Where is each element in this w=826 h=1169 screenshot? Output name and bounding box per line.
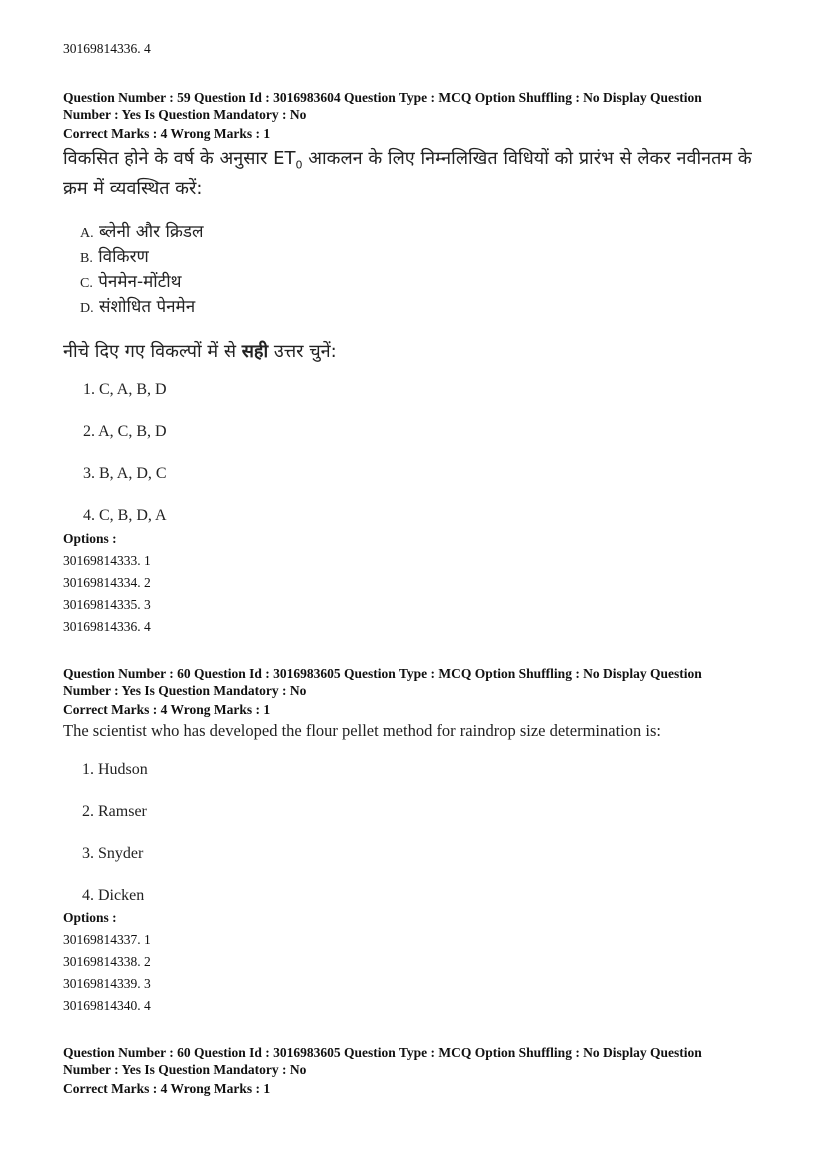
q59-marks: Correct Marks : 4 Wrong Marks : 1 xyxy=(63,126,271,141)
q60b-meta-line1: Question Number : 60 Question Id : 3016983605 Question Type : MCQ Option Shuffling : No Display Question xyxy=(63,1045,702,1060)
q59-option-id: 30169814334. 2 xyxy=(63,575,151,590)
q59-item-b xyxy=(80,244,149,267)
q60-choice-1: 1. Hudson xyxy=(82,761,148,778)
q60-option-id: 30169814340. 4 xyxy=(63,998,151,1013)
q59-item-a xyxy=(80,219,204,242)
q60b-marks: Correct Marks : 4 Wrong Marks : 1 xyxy=(63,1081,271,1096)
q59-option-id: 30169814333. 1 xyxy=(63,553,151,568)
q59-options-label: Options : xyxy=(63,531,117,546)
q59-item-text: पेनमेन-मोंटीथ xyxy=(98,272,182,292)
q60b-meta-line2: Number : Yes Is Question Mandatory : No xyxy=(63,1062,307,1077)
q59-item-letter: D. xyxy=(80,301,94,316)
q59-stem-part1: विकसित होने के वर्ष के अनुसार ET xyxy=(63,148,296,169)
q60-meta-line1: Question Number : 60 Question Id : 3016983605 Question Type : MCQ Option Shuffling : No Display Question xyxy=(63,666,702,681)
q59-choice-2: 2. A, C, B, D xyxy=(83,423,167,440)
q59-stem-line1 xyxy=(63,146,752,172)
page-header-id: 30169814336. 4 xyxy=(63,41,151,56)
q59-choice-3: 3. B, A, D, C xyxy=(83,465,167,482)
q59-item-d xyxy=(80,294,195,317)
q59-meta-line2: Number : Yes Is Question Mandatory : No xyxy=(63,107,307,122)
q59-stem-part2: आकलन के लिए निम्नलिखित विधियों को प्रारंभ से लेकर नवीनतम के xyxy=(302,148,752,169)
q60-option-id: 30169814337. 1 xyxy=(63,932,151,947)
q59-item-text: विकिरण xyxy=(98,247,149,267)
q59-instruction-pre: नीचे दिए गए विकल्पों में से xyxy=(63,341,242,362)
q59-option-id: 30169814336. 4 xyxy=(63,619,151,634)
q60-option-id: 30169814339. 3 xyxy=(63,976,151,991)
q60-choice-4: 4. Dicken xyxy=(82,887,145,904)
q59-item-c xyxy=(80,269,181,292)
q59-item-letter: A. xyxy=(80,226,94,241)
q59-instruction-post: उत्तर चुनें: xyxy=(268,341,337,362)
q60-option-id: 30169814338. 2 xyxy=(63,954,151,969)
q59-item-text: ब्लेनी और क्रिडल xyxy=(99,222,204,242)
q60-choice-2: 2. Ramser xyxy=(82,803,147,820)
q59-choice-4: 4. C, B, D, A xyxy=(83,507,167,524)
q59-stem-line2: क्रम में व्यवस्थित करें: xyxy=(63,178,203,199)
q60-choice-3: 3. Snyder xyxy=(82,845,144,862)
q59-item-letter: B. xyxy=(80,251,93,266)
q59-instruction xyxy=(63,339,337,363)
q59-instruction-bold: सही xyxy=(241,341,269,362)
q59-item-text: संशोधित पेनमेन xyxy=(99,297,196,317)
q59-choice-1: 1. C, A, B, D xyxy=(83,381,167,398)
q59-item-letter: C. xyxy=(80,276,93,291)
q59-option-id: 30169814335. 3 xyxy=(63,597,151,612)
q60-meta-line2: Number : Yes Is Question Mandatory : No xyxy=(63,683,307,698)
q59-stem-sub: 0 xyxy=(295,158,303,172)
q60-options-label: Options : xyxy=(63,910,117,925)
q60-marks: Correct Marks : 4 Wrong Marks : 1 xyxy=(63,702,271,717)
q59-meta-line1: Question Number : 59 Question Id : 3016983604 Question Type : MCQ Option Shuffling : No Display Question xyxy=(63,90,702,105)
q60-stem: The scientist who has developed the flour pellet method for raindrop size determination is: xyxy=(63,721,661,740)
